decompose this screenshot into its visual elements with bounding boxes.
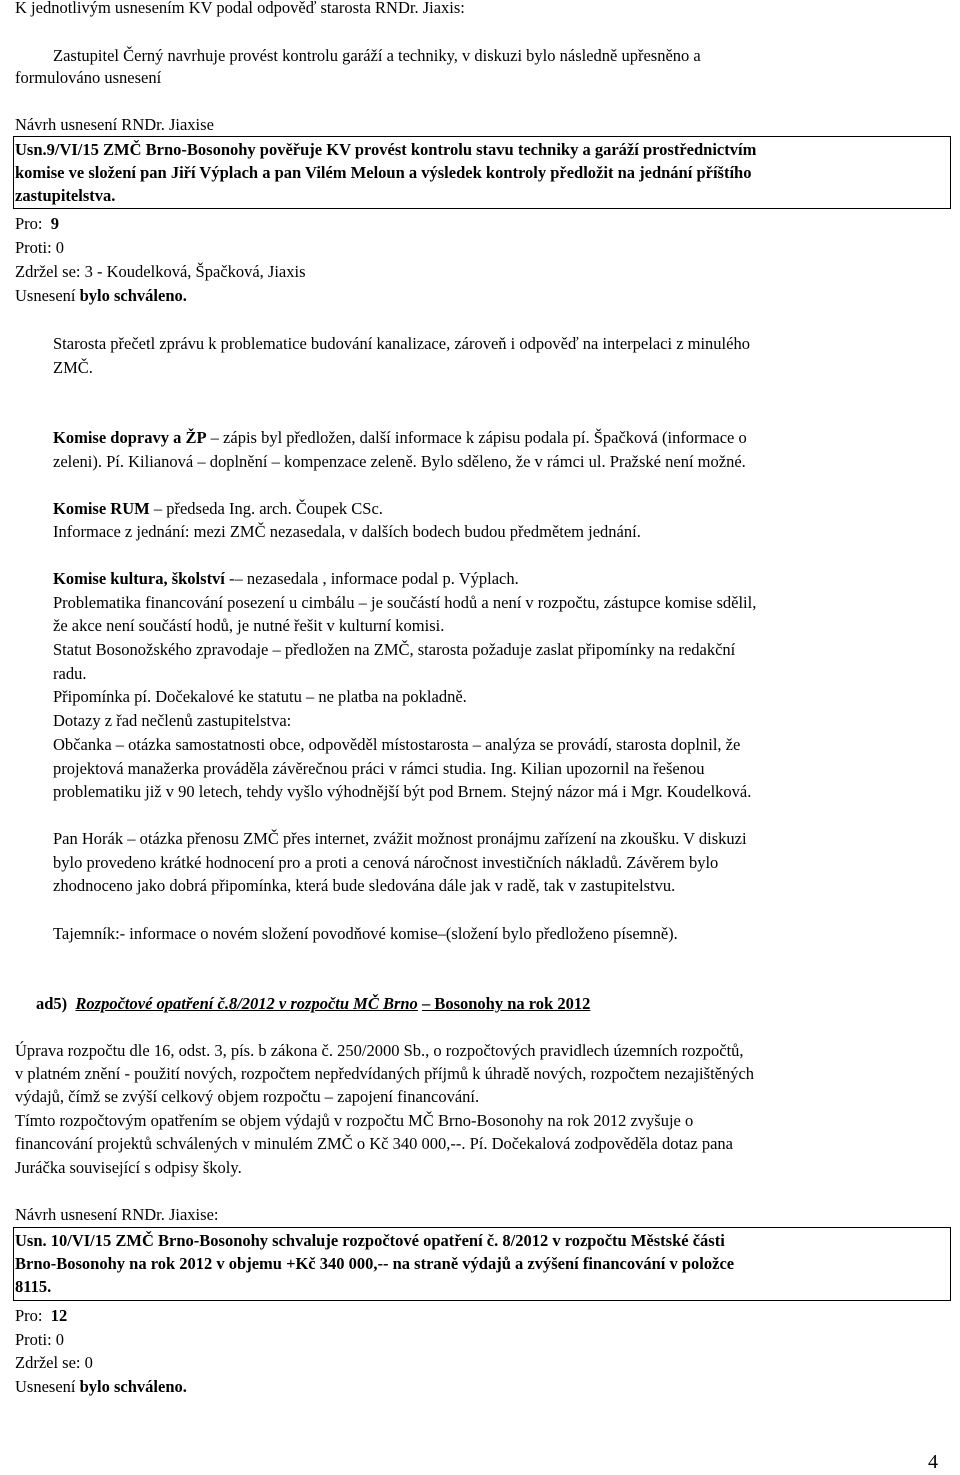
proposal-heading: Návrh usnesení RNDr. Jiaxise: (15, 1205, 219, 1224)
vote-for (15, 214, 59, 234)
agenda-item-heading (36, 994, 590, 1014)
paragraph-line (53, 46, 945, 66)
paragraph-line: Občanka – otázka samostatnosti obce, odpověděl místostarosta – analýza se provádí, starosta doplnil, že (53, 735, 741, 754)
resolution-line: zastupitelstva. (15, 186, 116, 205)
committee-label: Komise kultura, školství (53, 569, 225, 588)
paragraph-line: projektová manažerka prováděla závěrečnou práci v rámci studia. Ing. Kilian upozornil na řešenou (53, 759, 705, 778)
vote-for (15, 1306, 67, 1326)
paragraph-line: ZMČ. (53, 358, 93, 377)
paragraph-line: Úprava rozpočtu dle 16, odst. 3, pís. b zákona č. 250/2000 Sb., o rozpočtových pravidlech územních rozpočtů, (15, 1041, 744, 1060)
paragraph-line: Informace z jednání: mezi ZMČ nezasedala, v dalších bodech budou předmětem jednání. (53, 522, 641, 541)
vote-against: Proti: 0 (15, 238, 65, 257)
paragraph-line: Tímto rozpočtovým opatřením se objem výdajů v rozpočtu MČ Brno-Bosonohy na rok 2012 zvyšuje o (15, 1111, 694, 1130)
committee-line: zeleni). Pí. Kilianová – doplnění – kompenzace zeleně. Bylo sděleno, že v rámci ul. Pražské není možné. (53, 452, 746, 471)
text: – předseda Ing. arch. Čoupek CSc. (153, 499, 383, 518)
paragraph-line: Připomínka pí. Dočekalové ke statutu – ne platba na pokladně. (53, 687, 467, 706)
paragraph-line: zhodnoceno jako dobrá připomínka, která bude sledována dále jak v radě, tak v zastupitelstvu. (53, 876, 676, 895)
committee-label: Komise RUM (53, 499, 150, 518)
proposal-heading: Návrh usnesení RNDr. Jiaxise (15, 115, 214, 134)
resolution-line: komise ve složení pan Jiří Výplach a pan Vilém Meloun a výsledek kontroly předložit na jednání příštího (15, 163, 752, 182)
agenda-number: ad5) (36, 994, 68, 1013)
paragraph-line: Pan Horák – otázka přenosu ZMČ přes internet, zvážit možnost pronájmu zařízení na zkoušku. V diskuzi (53, 829, 747, 848)
resolution-line: Usn. 10/VI/15 ZMČ Brno-Bosonohy schvaluje rozpočtové opatření č. 8/2012 v rozpočtu Městské části (15, 1231, 725, 1250)
resolution-line: Brno-Bosonohy na rok 2012 v objemu +Kč 340 000,-- na straně výdajů a zvýšení financování v položce (15, 1254, 735, 1273)
resolution-line: Usn.9/VI/15 ZMČ Brno-Bosonohy pověřuje KV provést kontrolu stavu techniky a garáží prostřednictvím (15, 140, 757, 159)
paragraph-line: Statut Bosonožského zpravodaje – předložen na ZMČ, starosta požaduje zaslat připomínky na redakční (53, 640, 736, 659)
committee-label: Komise dopravy a ŽP (53, 428, 207, 447)
resolution-line: 8115. (15, 1277, 52, 1296)
paragraph-line: financování projektů schválených v minulém ZMČ o Kč 340 000,--. Pí. Dočekalová zodpověděla dotaz pana (15, 1134, 733, 1153)
agenda-title: Rozpočtové opatření č.8/2012 v rozpočtu MČ Brno (75, 994, 418, 1013)
text: bylo schváleno. (79, 286, 187, 305)
intro-line: K jednotlivým usnesením KV podal odpověď starosta RNDr. Jiaxis: (15, 0, 465, 17)
committee-line (53, 569, 519, 589)
page-number: 4 (928, 1451, 938, 1473)
paragraph-line: radu. (53, 664, 87, 683)
text: – zápis byl předložen, další informace k zápisu podala pí. Špačková (informace o (210, 428, 747, 447)
paragraph-line: Problematika financování posezení u cimbálu – je součástí hodů a není v rozpočtu, zástupce komise sdělil, (53, 593, 757, 612)
paragraph-line: Tajemník:- informace o novém složení povodňové komise–(složení bylo předloženo písemně). (53, 924, 678, 943)
vote-against: Proti: 0 (15, 1330, 65, 1349)
paragraph-line: Dotazy z řad nečlenů zastupitelstva: (53, 711, 292, 730)
paragraph-line: formulováno usnesení (15, 68, 162, 87)
paragraph-line: že akce není součástí hodů, je nutné řešit v kulturní komisi. (53, 616, 445, 635)
paragraph-line: v platném znění - použití nových, rozpočtem nepředvídaných příjmů k úhradě nových, rozpočtem nezajištěných (15, 1064, 755, 1083)
text: Usnesení (15, 1377, 76, 1396)
paragraph-line: výdajů, čímž se zvýší celkový objem rozpočtu – zapojení financování. (15, 1087, 480, 1106)
paragraph-line: problematiku již v 90 letech, tehdy vyšlo výhodnější být pod Brnem. Stejný názor má i Mgr. Koudelková. (53, 782, 752, 801)
vote-count: 12 (50, 1306, 68, 1325)
text: Zastupitel Černý navrhuje provést kontrolu garáží a techniky, v diskuzi bylo následně upřesněno a (53, 46, 701, 65)
vote-abstain: Zdržel se: 0 (15, 1353, 93, 1372)
vote-count: 9 (50, 214, 60, 233)
text: -– nezasedala , informace podal p. Výplach. (229, 569, 519, 588)
paragraph-line: Starosta přečetl zprávu k problematice budování kanalizace, zároveň i odpověď na interpelaci z minulého (53, 334, 750, 353)
vote-abstain: Zdržel se: 3 - Koudelková, Špačková, Jiaxis (15, 262, 306, 281)
vote-result (15, 286, 187, 306)
paragraph-line: bylo provedeno krátké hodnocení pro a proti a cenová náročnost investičních nákladů. Závěrem bylo (53, 853, 719, 872)
committee-line (53, 499, 383, 519)
vote-result (15, 1377, 187, 1397)
vote-label: Pro: (15, 214, 43, 233)
committee-line (53, 428, 747, 448)
agenda-title-rest: – Bosonohy na rok 2012 (421, 994, 591, 1013)
text: Usnesení (15, 286, 76, 305)
text: bylo schváleno. (79, 1377, 187, 1396)
vote-label: Pro: (15, 1306, 43, 1325)
paragraph-line: Juráčka související s odpisy školy. (15, 1158, 242, 1177)
